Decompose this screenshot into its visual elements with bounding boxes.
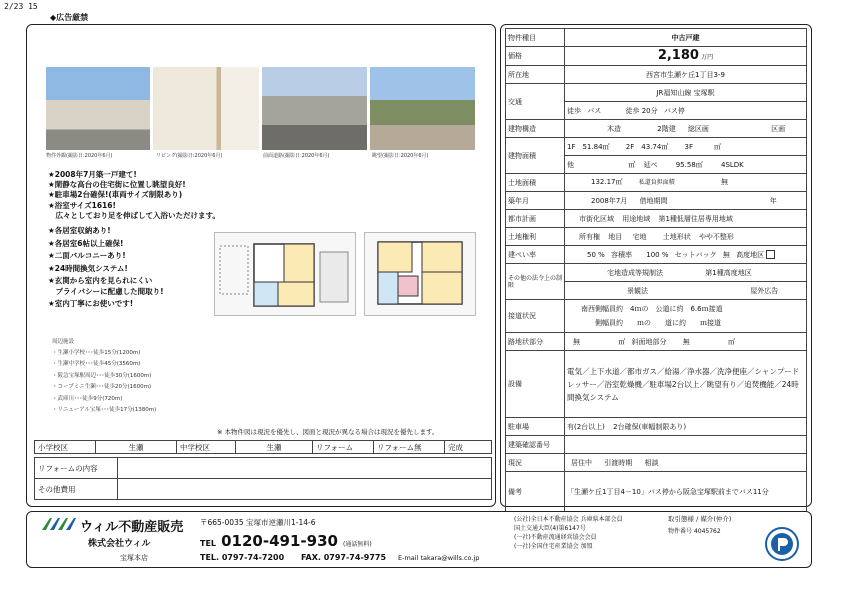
feature-line: プライバシーに配慮した間取り! xyxy=(48,287,164,296)
value-structure: 木造 xyxy=(607,124,621,133)
label-confirm-no: 建築確認番号 xyxy=(506,436,565,454)
fax-number: 0797-74-9775 xyxy=(323,553,387,562)
value-parking: 有(2台以上) xyxy=(567,422,605,431)
label-land-shape: 土地形状 xyxy=(662,232,691,241)
nearby-item: ・生瀬中学校･･･徒歩45分(3560m) xyxy=(52,361,141,367)
feature-line: ★二面バルコニーあり! xyxy=(48,251,126,260)
label-address: 所在地 xyxy=(506,66,565,84)
license-line: 国土交通大臣(4)第6147号 xyxy=(514,525,586,532)
label-use-zone: 用途地域 xyxy=(622,214,651,223)
value-far: 100 % xyxy=(646,250,669,259)
school-reform-table xyxy=(34,440,492,454)
value-floor3: 3F ㎡ xyxy=(684,142,722,151)
tel-fax-line xyxy=(200,553,386,562)
label-structure: 建物構造 xyxy=(506,120,565,138)
value-access2: 側幅員約 ｍの 道に約 ｍ接道 xyxy=(595,319,721,327)
fair-trade-seal-icon xyxy=(764,526,800,562)
label-total-area: 延べ xyxy=(643,160,658,169)
feature-line: ★各居室収納あり! xyxy=(48,226,111,235)
feature-line: 広々としており足を伸ばして入浴いただけます。 xyxy=(48,211,220,220)
label-rights: 土地権利 xyxy=(506,228,565,246)
photo-living xyxy=(153,67,259,150)
label-private-road: 私道負担面積 xyxy=(638,179,675,186)
value-access1: 南西側幅員約 4ｍの 公道に約 6.6ｍ接道 xyxy=(581,305,723,313)
label-equipment: 設備 xyxy=(506,351,565,418)
value-type: 中古戸建 xyxy=(565,29,807,47)
label-built: 築年月 xyxy=(506,192,565,210)
label-status: 現況 xyxy=(506,454,565,472)
label-other-law: その他の法令上の制限 xyxy=(506,264,565,300)
feature-line: ★玄関から室内を見られにくい xyxy=(48,276,153,285)
tel-number: 0797-74-7200 xyxy=(221,553,285,562)
value-status: 居住中 xyxy=(571,458,592,467)
value-delivery: 相談 xyxy=(644,458,659,467)
value-land-area: 132.17㎡ xyxy=(591,178,623,186)
value-slope: 無 xyxy=(682,337,690,346)
photo-front-road xyxy=(262,67,367,150)
feature-line: ★2008年7月築一戸建て! xyxy=(48,170,137,179)
freedial-line xyxy=(200,531,372,550)
feature-line: ★浴室サイズ1616! xyxy=(48,201,116,210)
value-private-road: 無 xyxy=(720,178,728,186)
assoc-line: (一社)全国住宅産業協会 加盟 xyxy=(514,543,593,550)
reform-detail-table xyxy=(34,457,492,500)
label-building-area: 建物面積 xyxy=(506,138,565,174)
value-law2: 第1種高度地区 xyxy=(705,268,752,277)
fax-label: FAX. xyxy=(300,553,321,562)
value-address: 西宮市生瀬ケ丘1丁目3-9 xyxy=(565,66,807,84)
label-busstop: バス停 xyxy=(663,106,685,115)
company-name: ウィル不動産販売 xyxy=(80,520,184,535)
photo-view xyxy=(370,67,475,150)
photo-caption: リビング(撮影日:2020年6月) xyxy=(156,153,223,159)
value-setback: 無 xyxy=(722,250,730,259)
no-ads-banner: ◆広告厳禁 xyxy=(50,13,89,22)
label-total-units: 総区画 xyxy=(687,124,709,133)
value-floor2: 2F 43.74㎡ xyxy=(625,142,669,151)
feature-line: ★24時間換気システム! xyxy=(48,264,128,273)
label-parking: 駐車場 xyxy=(506,418,565,436)
label-other-area: 他 xyxy=(567,160,574,169)
label-middle: 中学校区 xyxy=(177,441,236,454)
value-reform: リフォーム無 xyxy=(374,441,445,454)
label-land-category: 地目 xyxy=(608,232,623,241)
road-part-unit: ㎡ xyxy=(618,337,626,346)
label-reform: リフォーム xyxy=(313,441,374,454)
label-type: 物件種目 xyxy=(506,29,565,47)
value-rights: 所有権 xyxy=(579,232,600,241)
nearby-title: 周辺施設 xyxy=(52,339,75,345)
value-land-shape: やや不整形 xyxy=(698,232,734,241)
value-city-plan: 市街化区域 xyxy=(579,214,614,223)
value-equipment: 電気／上下水道／都市ガス／給湯／浄水器／洗浄便座／シャンプードレッサー／浴室乾燥機／駐車場2台以上／眺望有り／追焚機能／24時間換気システム xyxy=(565,351,807,418)
feature-line: ★各居室6帖以上確保! xyxy=(48,239,124,248)
label-bcr: 建ぺい率 xyxy=(506,246,565,264)
feature-line: ★閑静な高台の住宅街に位置し眺望良好! xyxy=(48,180,186,189)
company-branch: 宝塚本店 xyxy=(120,554,148,562)
label-walk: 徒歩 xyxy=(567,106,581,115)
nearby-item: ・阪急宝塚駅周辺･･･徒歩30分(1600m) xyxy=(52,373,152,379)
label-slope: 斜面地部分 xyxy=(631,337,667,346)
value-law4: 屋外広告 xyxy=(750,286,779,295)
value-law1: 宅地造成等規制法 xyxy=(607,268,663,277)
company-corp: 株式会社ウィル xyxy=(88,539,151,549)
label-price: 価格 xyxy=(506,47,565,66)
deal-type: 取引態様 / 媒介(仲介) xyxy=(668,515,732,523)
value-middle: 生瀬 xyxy=(236,441,313,454)
listing-no: 4045762 xyxy=(693,528,721,535)
label-elementary: 小学校区 xyxy=(35,441,96,454)
nearby-item: ・コープミニ生瀬･･･徒歩20分(1600m) xyxy=(52,384,152,390)
label-completion: 完成 xyxy=(445,441,492,454)
nearby-item: ・武庫川･･･徒歩9分(720m) xyxy=(52,396,123,402)
value-other-area: ㎡ xyxy=(628,160,636,169)
label-zone: 区画 xyxy=(771,124,786,133)
value-road-part: 無 xyxy=(573,337,580,346)
label-road-part: 路地状部分 xyxy=(506,333,565,351)
freedial-note: (通話無料) xyxy=(343,541,372,548)
value-price: 2,180 xyxy=(657,47,699,63)
slope-unit: ㎡ xyxy=(727,337,735,346)
value-land-category: 宅地 xyxy=(632,232,647,241)
label-city-plan: 都市計画 xyxy=(506,210,565,228)
company-address: 〒665-0035 宝塚市逆瀬川1-14-6 xyxy=(200,518,316,527)
photo-exterior xyxy=(46,67,150,150)
feature-line: ★駐車場2台確保!(車両サイズ制限あり) xyxy=(48,190,183,199)
company-logo-icon xyxy=(42,516,76,532)
value-layout: 4SLDK xyxy=(720,160,744,169)
nearby-item: ・リニューアル宝塚･･･徒歩17分(1380m) xyxy=(52,407,157,413)
other-cost-value xyxy=(118,479,492,500)
label-far: 容積率 xyxy=(611,250,633,259)
photo-caption: 前面道路(撮影日:2020年6月) xyxy=(263,153,330,159)
label-walk2: 徒歩 xyxy=(625,106,640,115)
reform-detail-value xyxy=(118,458,492,479)
label-remarks: 備考 xyxy=(506,472,565,513)
company-email: E-mail takara@wills.co.jp xyxy=(398,554,480,562)
lease-suffix: 年 xyxy=(769,196,777,205)
value-use-zone: 第1種低層住居専用地域 xyxy=(658,214,733,223)
tel-label: TEL. xyxy=(200,553,220,562)
feature-line: ★室内丁寧にお使いです! xyxy=(48,299,134,308)
assoc-line: (公社)全日本不動産協会 兵庫県本部会員 xyxy=(514,516,623,523)
value-elementary: 生瀬 xyxy=(96,441,177,454)
label-delivery: 引渡時期 xyxy=(604,458,633,467)
listing-no-line xyxy=(668,528,721,535)
value-built: 2008年7月 xyxy=(591,196,628,205)
value-line: JR福知山線 宝塚駅 xyxy=(565,84,807,102)
label-land-area: 土地面積 xyxy=(506,174,565,192)
value-parking-note: 2台確保(車幅制限あり) xyxy=(613,422,687,431)
value-total-area: 95.58㎡ xyxy=(675,160,703,169)
value-confirm-no xyxy=(565,436,807,454)
freedial-label: TEL xyxy=(200,539,217,548)
floor-plan-1f xyxy=(214,232,356,316)
value-walk2: 20分 xyxy=(641,106,658,115)
spec-table xyxy=(505,28,807,513)
label-height-district: 高度地区 xyxy=(736,250,765,259)
value-remarks: 「生瀬ケ丘1丁目4－10」バス停から阪急宝塚駅前までバス11分 xyxy=(565,472,807,513)
value-floors: 2階建 xyxy=(657,124,676,133)
value-floor1: 1F 51.84㎡ xyxy=(567,142,610,151)
notice-text: ※ 本物件図は現況を優先し、図面と現況が異なる場合は現況を優先します。 xyxy=(217,428,439,436)
label-road-access: 接道状況 xyxy=(506,300,565,333)
label-traffic: 交通 xyxy=(506,84,565,120)
floor-plan-2f xyxy=(364,232,476,316)
photo-caption: 眺望(撮影日:2020年6月) xyxy=(372,153,429,159)
price-unit: 万円 xyxy=(701,53,714,61)
label-lease: 借地期間 xyxy=(639,196,668,205)
checkbox-height-district xyxy=(766,250,775,259)
assoc-line: (一社)不動産流通経営協会会員 xyxy=(514,534,597,541)
photo-caption: 物件外観(撮影日:2020年6月) xyxy=(46,153,113,159)
value-law3: 景観法 xyxy=(627,286,648,295)
label-bus: バス xyxy=(587,106,602,115)
nearby-item: ・生瀬小学校･･･徒歩15分(1200m) xyxy=(52,350,141,356)
listing-no-label: 物件番号 xyxy=(668,528,693,535)
label-other-cost: その他費用 xyxy=(35,479,118,500)
freedial-number: 0120-491-930 xyxy=(221,532,338,550)
label-reform-detail: リフォームの内容 xyxy=(35,458,118,479)
value-bcr: 50 % xyxy=(587,250,605,259)
date-stamp: 2/23 15 xyxy=(4,2,38,11)
label-setback: セットバック xyxy=(674,250,717,259)
